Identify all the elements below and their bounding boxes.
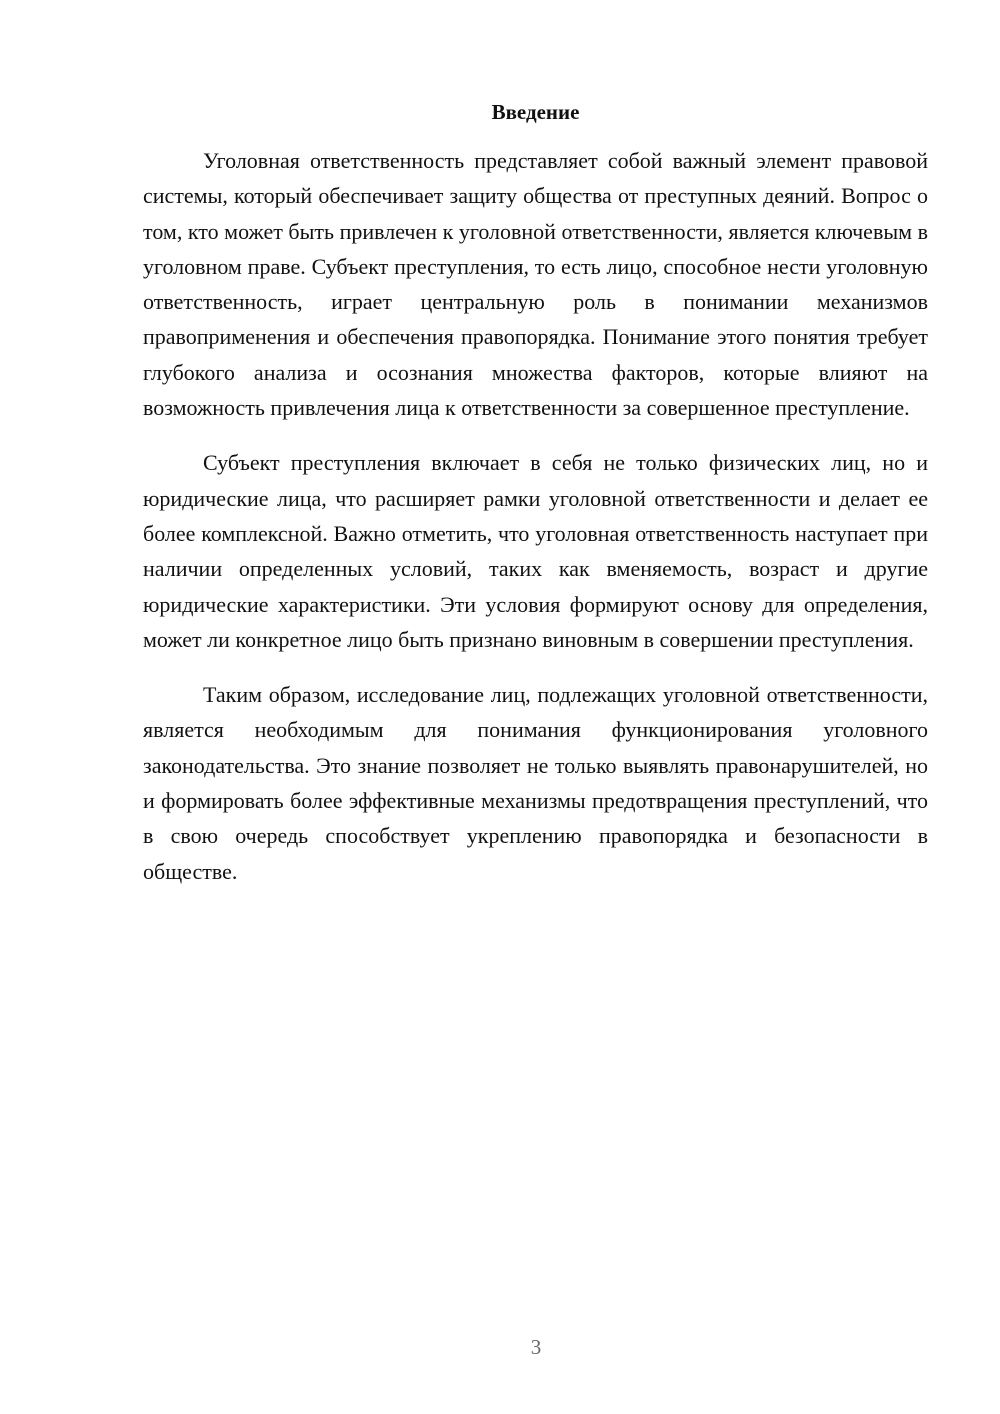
document-body [143, 143, 928, 909]
paragraph-3: Таким образом, исследование лиц, подлежащих уголовной ответственности, является необходимым для понимания функционирования уголовного законодательства. Это знание позволяет не только выявлять правонарушителей, но и формировать более эффективные механизмы предотвращения преступлений, что в свою очередь способствует укреплению правопорядка и безопасности в обществе. [143, 682, 928, 884]
page-number: 3 [530, 1335, 542, 1359]
paragraph-1: Уголовная ответственность представляет собой важный элемент правовой системы, который обеспечивает защиту общества от преступных деяний. Вопрос о том, кто может быть привлечен к уголовной ответственности, является ключевым в уголовном праве. Субъект преступления, то есть лицо, способное нести уголовную ответственность, играет центральную роль в понимании механизмов правоприменения и обеспечения правопорядка. Понимание этого понятия требует глубокого анализа и осознания множества факторов, которые влияют на возможность привлечения лица к ответственности за совершенное преступление. [143, 148, 928, 421]
paragraph-2: Субъект преступления включает в себя не только физических лиц, но и юридические лица, что расширяет рамки уголовной ответственности и делает ее более комплексной. Важно отметить, что уголовная ответственность наступает при наличии определенных условий, таких как вменяемость, возраст и другие юридические характеристики. Эти условия формируют основу для определения, может ли конкретное лицо быть признано виновным в совершении преступления. [143, 450, 928, 652]
page-title: Введение [491, 100, 580, 124]
